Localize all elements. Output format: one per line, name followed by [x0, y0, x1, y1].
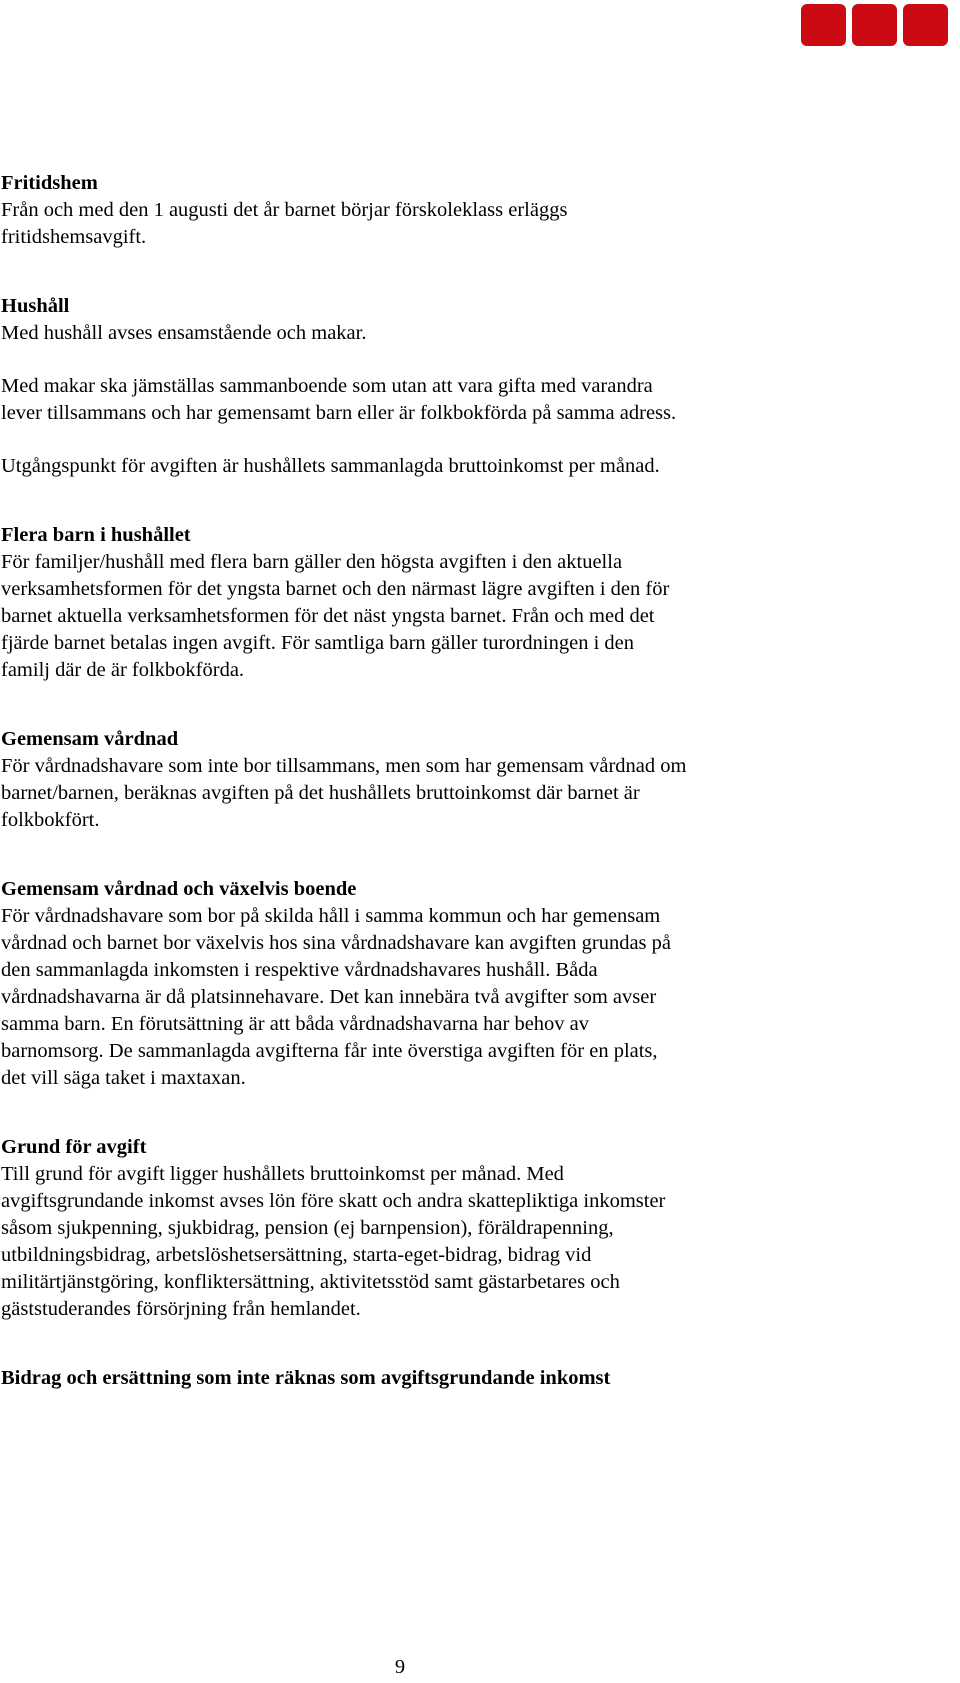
text-line: Utgångspunkt för avgiften är hushållets sammanlagda bruttoinkomst per månad. — [1, 455, 660, 477]
section-vaxelvis-boende — [1, 876, 941, 1092]
text-line: militärtjänstgöring, konfliktersättning, aktivitetsstöd samt gästarbetares och — [1, 1271, 620, 1293]
logo-block — [903, 4, 948, 46]
text-line: utbildningsbidrag, arbetslöshetsersättning, starta-eget-bidrag, bidrag vid — [1, 1244, 592, 1266]
paragraph — [1, 1161, 941, 1323]
text-line: gäststuderandes försörjning från hemlandet. — [1, 1298, 361, 1320]
section-heading: Bidrag och ersättning som inte räknas som avgiftsgrundande inkomst — [1, 1367, 611, 1389]
logo-block — [801, 4, 846, 46]
paragraph — [1, 320, 941, 347]
text-line: För familjer/hushåll med flera barn gäller den högsta avgiften i den aktuella — [1, 551, 623, 573]
section-heading: Grund för avgift — [1, 1136, 147, 1158]
text-line: vårdnad och barnet bor växelvis hos sina vårdnadshavare kan avgiften grundas på — [1, 932, 672, 954]
text-line: verksamhetsformen för det yngsta barnet och den närmast lägre avgiften i den för — [1, 578, 670, 600]
text-line: fritidshemsavgift. — [1, 226, 147, 248]
text-line: det vill säga taket i maxtaxan. — [1, 1067, 246, 1089]
paragraph — [1, 373, 941, 427]
text-line: Med hushåll avses ensamstående och makar. — [1, 322, 367, 344]
page-number: 9 — [394, 1656, 406, 1678]
text-line: Från och med den 1 augusti det år barnet börjar förskoleklass erläggs — [1, 199, 568, 221]
paragraph — [1, 197, 941, 251]
section-heading: Hushåll — [1, 295, 70, 317]
text-line: barnet aktuella verksamhetsformen för det näst yngsta barnet. Från och med det — [1, 605, 655, 627]
text-line: såsom sjukpenning, sjukbidrag, pension (ej barnpension), föräldrapenning, — [1, 1217, 614, 1239]
text-line: barnomsorg. De sammanlagda avgifterna får inte överstiga avgiften för en plats, — [1, 1040, 658, 1062]
text-line: Till grund för avgift ligger hushållets bruttoinkomst per månad. Med — [1, 1163, 564, 1185]
text-line: vårdnadshavarna är då platsinnehavare. Det kan innebära två avgifter som avser — [1, 986, 657, 1008]
text-line: avgiftsgrundande inkomst avses lön före skatt och andra skattepliktiga inkomster — [1, 1190, 666, 1212]
section-heading: Fritidshem — [1, 172, 98, 194]
section-flera-barn — [1, 522, 941, 684]
section-hushall — [1, 293, 941, 480]
paragraph — [1, 903, 941, 1092]
text-line: samma barn. En förutsättning är att båda vårdnadshavarna har behov av — [1, 1013, 590, 1035]
document-body — [1, 170, 941, 1392]
text-line: fjärde barnet betalas ingen avgift. För samtliga barn gäller turordningen i den — [1, 632, 635, 654]
logo-block — [852, 4, 897, 46]
text-line: familj där de är folkbokförda. — [1, 659, 245, 681]
logo — [801, 4, 948, 46]
section-heading: Gemensam vårdnad och växelvis boende — [1, 878, 357, 900]
paragraph — [1, 453, 941, 480]
section-gemensam-vardnad — [1, 726, 941, 834]
text-line: För vårdnadshavare som bor på skilda håll i samma kommun och har gemensam — [1, 905, 661, 927]
section-grund-for-avgift — [1, 1134, 941, 1323]
section-heading: Gemensam vårdnad — [1, 728, 179, 750]
section-heading: Flera barn i hushållet — [1, 524, 191, 546]
text-line: folkbokfört. — [1, 809, 100, 831]
text-line: Med makar ska jämställas sammanboende som utan att vara gifta med varandra — [1, 375, 653, 397]
text-line: den sammanlagda inkomsten i respektive vårdnadshavares hushåll. Båda — [1, 959, 598, 981]
text-line: lever tillsammans och har gemensamt barn eller är folkbokförda på samma adress. — [1, 402, 677, 424]
paragraph — [1, 753, 941, 834]
paragraph — [1, 549, 941, 684]
section-fritidshem — [1, 170, 941, 251]
text-line: För vårdnadshavare som inte bor tillsammans, men som har gemensam vårdnad om — [1, 755, 687, 777]
text-line: barnet/barnen, beräknas avgiften på det hushållets bruttoinkomst där barnet är — [1, 782, 640, 804]
section-bidrag — [1, 1365, 941, 1392]
